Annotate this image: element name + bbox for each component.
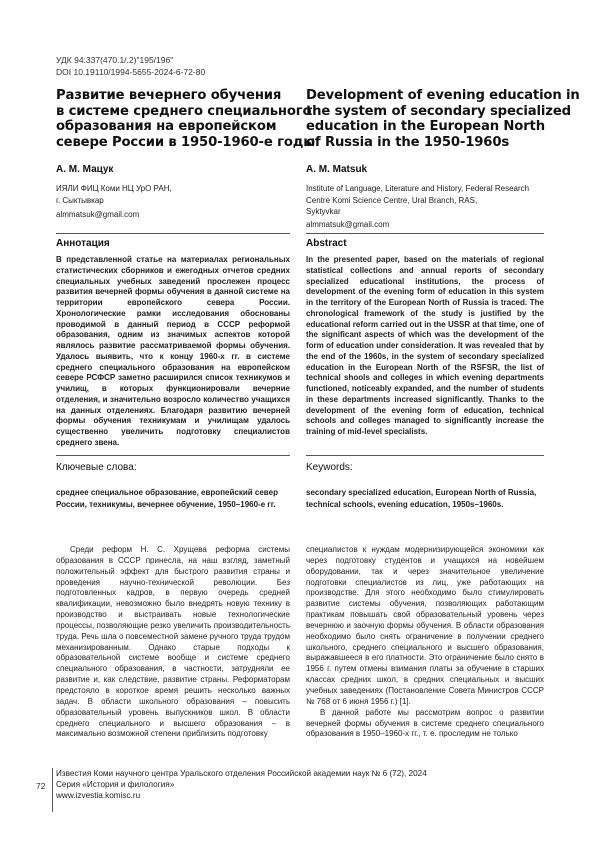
keywords-heading-ru: Ключевые слова: [56,462,137,473]
abstract-ru: В представленной статье на материалах региональных статистических сборников и ежегодных отчетов средних специальных учебных заведений прослежен процесс развития вечерней формы обучения в данной системе на территории европейского севера России. Хронологические рамки исследования обоснованы проводимой в данный период в СССР реформой образования, одним из значимых аспектов которой являлось развитие рассматриваемой формы обучения. Удалось выявить, что к концу 1960-х гг. в системе среднего специального образования на европейском севере РСФСР заметно расширился список техникумов и училищ, в которых функционировали вечерние отделения, и значительно возросло количество учащихся на данных отделениях. Благодаря развитию вечерней формы обучения техникумам и училищам удалось существенно увеличить подготовку специалистов среднего звена. [56,255,290,449]
title-en-line: the system of secondary specialized [306,104,580,120]
abstract-en: In the presented paper, based on the materials of regional statistical collections and annual reports of secondary specialized educational institutions, the process of development of the evening form of education in this system in the territory of the European North of Russia is traced. The chronological framework of the study is justified by the educational reform carried out in the USSR at that time, one of the significant aspects of which was the development of the form of education under consideration. It was revealed that by the end of the 1960s, in the system of secondary specialized education in the European North of the RSFSR, the list of technical shools and colleges in which evening departments functioned, noticeably expanded, and the number of students in these departments increased significantly. Thanks to the development of the evening form of education, technical schools and colleges managed to significantly increase the training of mid-level specialists. [306,255,544,438]
body-paragraph: специалистов к нуждам модернизирующейся экономики как через подготовку студентов и учащихся на новейшем оборудовании, так и через значительное увеличение подготовки специалистов из лиц, уже работающих на производстве. Для этого необходимо было стимулировать развитие системы обучения, позволяющих работающим практикам повышать свой образовательный уровень через вечернюю и заочную формы обучения. В области образования необходимо было снять ограничение в получении среднего школьного, среднего специального и высшего образования, выражавшееся в его платности. Это ограничение было снято в 1956 г. путем отмены взимания платы за обучение в старших классах средних школ, в средних специальных и высших учебных заведениях (Постановление Совета Министров СССР № 768 от 6 июня 1956 г.) [1]. [306,545,544,708]
affiliation-en-line: Institute of Language, Literature and History, Federal Research [306,183,556,195]
affiliation-en [306,183,556,218]
keywords-divider-ru [56,455,290,456]
keywords-divider-en [306,455,544,456]
title-ru [56,88,315,150]
title-en [306,88,580,150]
title-en-line: Development of evening education in [306,88,580,104]
divider-ru [56,233,290,234]
affiliation-en-line: Syktyvkar [306,206,556,218]
affiliation-ru [56,183,286,206]
body-paragraph: В данной работе мы рассмотрим вопрос о развитии вечерней формы обучения в системе среднего специального образования в 1950–1960-х гг., т. е. проследим не только [306,708,544,741]
author-ru: А. М. Мацук [56,164,113,175]
title-ru-line: образования на европейском [56,119,315,135]
affiliation-ru-line: г. Сыктывкар [56,195,286,207]
udk-code: УДК 94:337(470.1/.2)"195/196" [56,55,173,67]
title-ru-line: Развитие вечернего обучения [56,88,315,104]
email-ru[interactable]: almmatsuk@gmail.com [56,210,139,219]
body-column-right [306,545,544,740]
footer-journal: Известия Коми научного центра Уральского отделения Российской академии наук № 6 (72), 2024 [56,768,556,779]
title-en-line: education in the European North [306,119,580,135]
footer-website[interactable]: www.izvestia.komisc.ru [56,790,556,801]
title-ru-line: в системе среднего специального [56,104,315,120]
author-en: A. M. Matsuk [306,164,367,175]
doi: DOI 10.19110/1994-5655-2024-6-72-80 [56,67,205,79]
title-ru-line: севере России в 1950-1960-е годы [56,135,315,151]
footer-divider [52,768,53,812]
affiliation-en-line: Centre Komi Science Centre, Ural Branch, RAS, [306,195,556,207]
affiliation-ru-line: ИЯЛИ ФИЦ Коми НЦ УрО РАН, [56,183,286,195]
abstract-heading-en: Abstract [306,238,347,249]
page-number: 72 [36,781,45,791]
email-en[interactable]: almmatsuk@gmail.com [306,220,389,229]
keywords-en: secondary specialized education, European North of Russia, technical schools, evening education, 1950s–1960s. [306,487,544,510]
divider-en [306,233,544,234]
title-en-line: of Russia in the 1950-1960s [306,135,580,151]
keywords-heading-en: Keywords: [306,462,353,473]
footer-series: Серия «История и филология» [56,779,556,790]
abstract-heading-ru: Аннотация [56,238,110,249]
footer-info [56,768,556,801]
body-column-left [56,545,290,740]
body-paragraph: Среди реформ Н. С. Хрущева реформа системы образования в СССР принесла, на наш взгляд, заметный положительный эффект для быстрого развития страны и проведения научно-технической революции. Без подготовленных кадров, в первую очередь средней квалификации, невозможно было внедрять новую технику в производство и выстраивать новые технологические процессы, позволяющие резко увеличить производительность труда. Речь шла о повсеместной замене ручного труда трудом механизированным. Однако старые подходы к образовательной системе вообще и системе среднего специального образования, в частности, затрудняли ее развитие и, как следствие, развитие страны. Реформаторам предстояло в короткое время решить несколько важных задач. В области школьного образования – повысить образовательный уровень выпускников школ. В области среднего специального и высшего образования – в максимально возможной степени приблизить подготовку [56,545,290,740]
keywords-ru: среднее специальное образование, европейский север России, техникумы, вечернее обучение, 1950–1960-е гг. [56,487,290,510]
